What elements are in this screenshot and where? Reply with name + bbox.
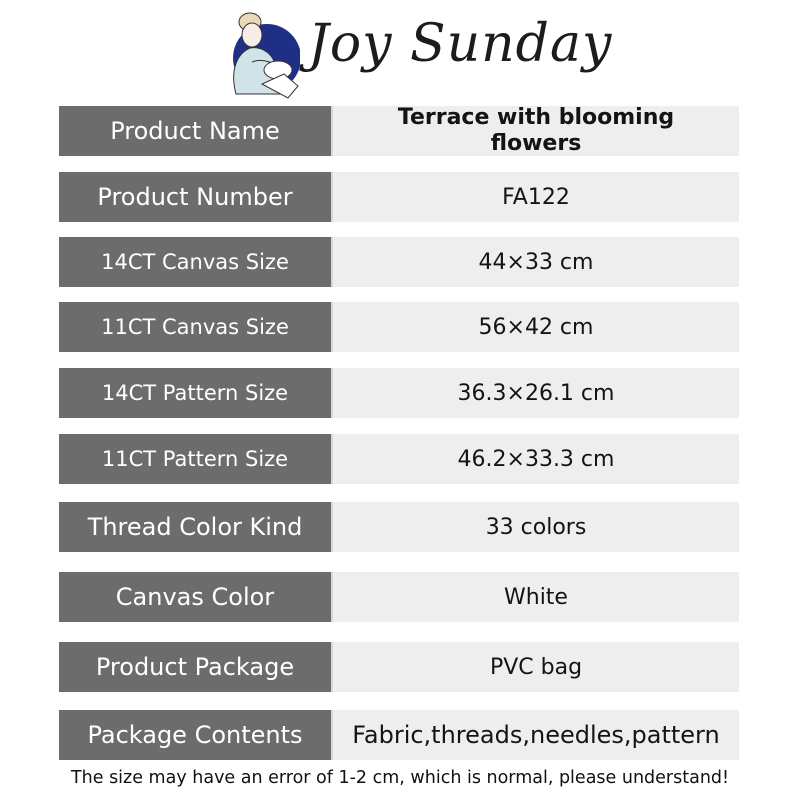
- spec-label: Package Contents: [59, 710, 331, 760]
- size-error-note: The size may have an error of 1-2 cm, which is normal, please understand!: [70, 768, 730, 788]
- brand-name: Joy Sunday: [308, 14, 613, 74]
- spec-value: 46.2×33.3 cm: [331, 434, 739, 484]
- spec-label: Canvas Color: [59, 572, 331, 622]
- spec-row-package-contents: [59, 710, 739, 760]
- spec-row-product-number: [59, 172, 739, 222]
- spec-row-11ct-canvas-size: [59, 302, 739, 352]
- spec-row-product-package: [59, 642, 739, 692]
- spec-label: Product Package: [59, 642, 331, 692]
- spec-row-canvas-color: [59, 572, 739, 622]
- spec-value: 44×33 cm: [331, 237, 739, 287]
- spec-label: Product Number: [59, 172, 331, 222]
- spec-value: Terrace with blooming flowers: [331, 106, 739, 156]
- spec-value: PVC bag: [331, 642, 739, 692]
- spec-value: Fabric,threads,needles,pattern: [331, 710, 739, 760]
- spec-label: Product Name: [59, 106, 331, 156]
- embroidering-woman-logo-icon: [222, 2, 300, 100]
- spec-label: Thread Color Kind: [59, 502, 331, 552]
- spec-value: 56×42 cm: [331, 302, 739, 352]
- spec-label: 11CT Canvas Size: [59, 302, 331, 352]
- spec-row-product-name: [59, 106, 739, 156]
- spec-value: FA122: [331, 172, 739, 222]
- spec-value: 36.3×26.1 cm: [331, 368, 739, 418]
- spec-label: 11CT Pattern Size: [59, 434, 331, 484]
- spec-row-14ct-pattern-size: [59, 368, 739, 418]
- spec-row-14ct-canvas-size: [59, 237, 739, 287]
- spec-value: 33 colors: [331, 502, 739, 552]
- brand-header: [0, 0, 800, 100]
- spec-label: 14CT Canvas Size: [59, 237, 331, 287]
- spec-row-thread-color-kind: [59, 502, 739, 552]
- spec-label: 14CT Pattern Size: [59, 368, 331, 418]
- spec-row-11ct-pattern-size: [59, 434, 739, 484]
- spec-value: White: [331, 572, 739, 622]
